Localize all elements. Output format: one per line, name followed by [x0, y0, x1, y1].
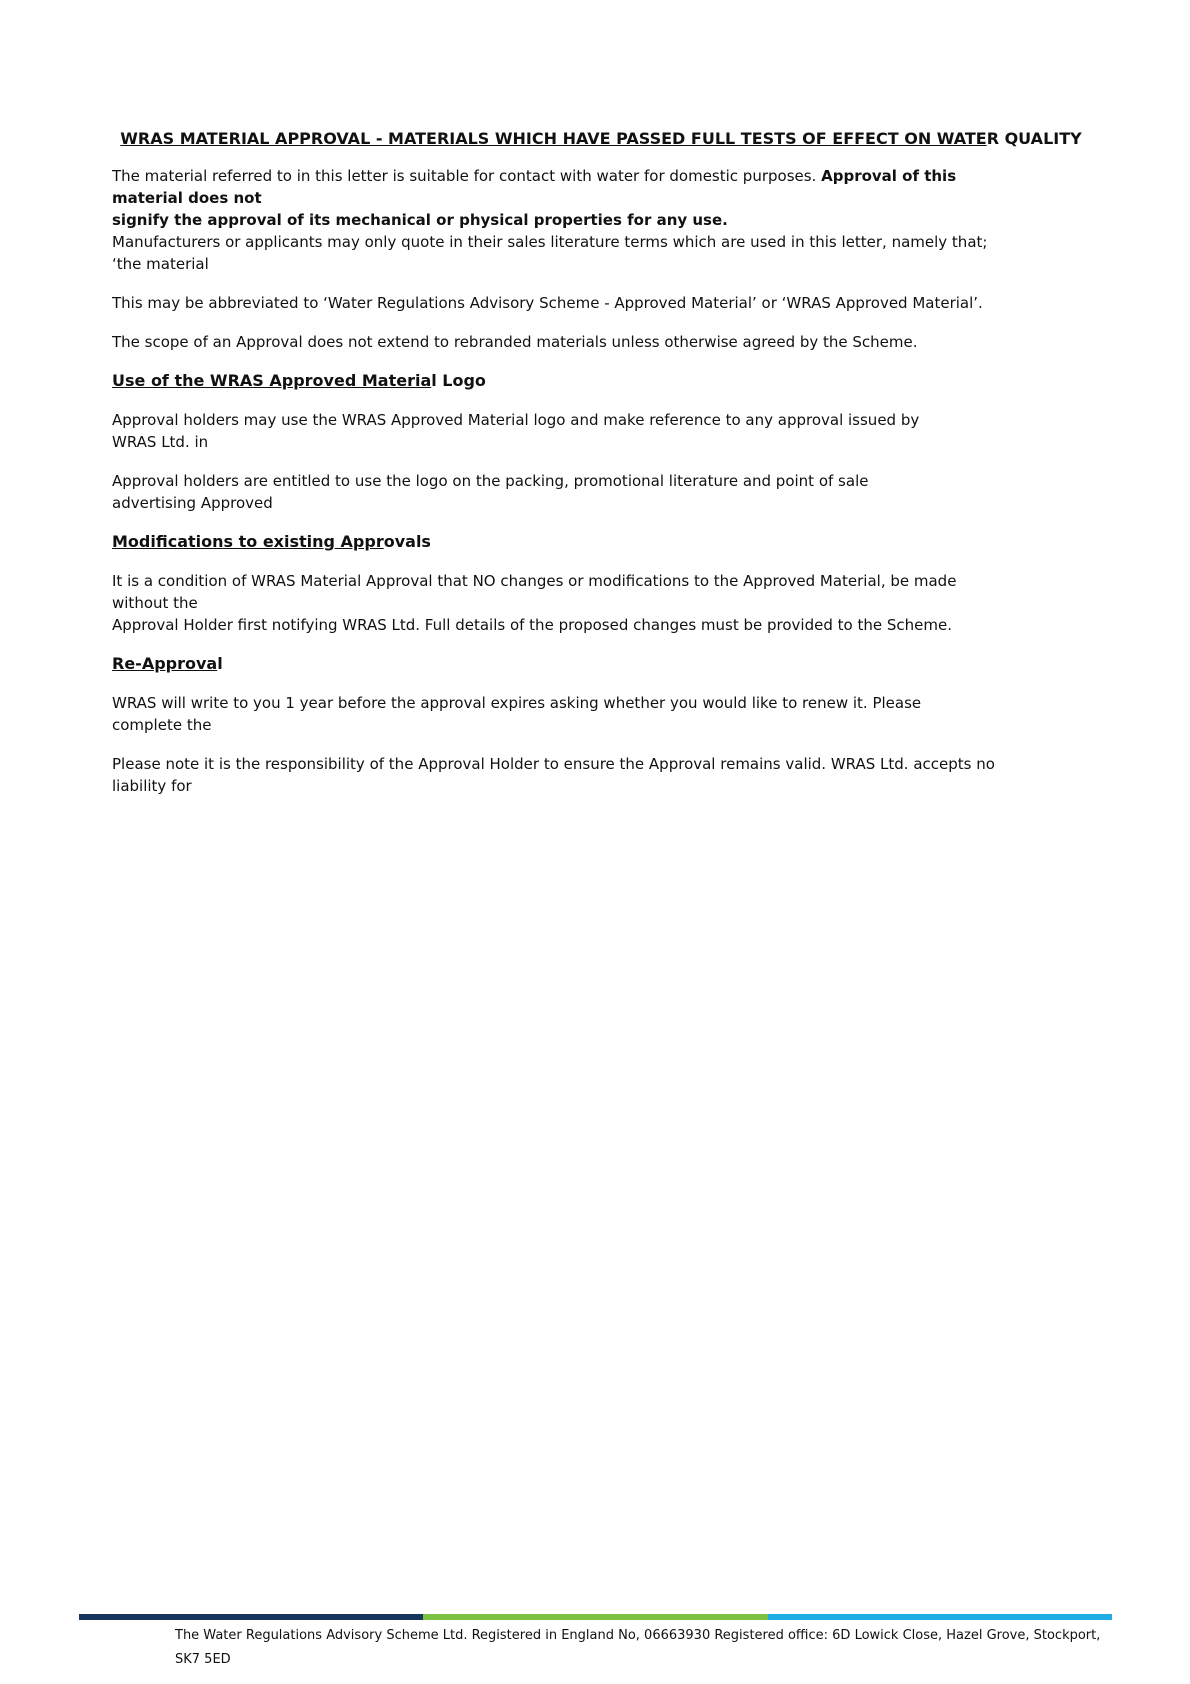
text-line: liability for [112, 777, 192, 795]
heading-reapproval [112, 653, 1090, 675]
page-title [112, 128, 1090, 150]
text-line: material does not [112, 189, 262, 207]
heading-logo-use [112, 370, 1090, 392]
footer-bar-cyan-segment [768, 1614, 1112, 1620]
heading-underlined: Use of the WRAS Approved Materia [112, 371, 432, 390]
heading-rest: l [217, 654, 223, 673]
text-line: without the [112, 594, 198, 612]
heading-underlined: Re-Approva [112, 654, 218, 673]
text-line: It is a condition of WRAS Material Approval that NO changes or modifications to the Approved Material, be made [112, 572, 957, 590]
text-line: Manufacturers or applicants may only quote in their sales literature terms which are used in this letter, namely that; [112, 233, 988, 251]
text-line: advertising Approved [112, 494, 273, 512]
footer-line-1: The Water Regulations Advisory Scheme Ltd. Registered in England No, 06663930 Registered office: 6D Lowick Close, Hazel Grove, Stockport, [175, 1628, 1101, 1643]
paragraph-abbreviation [112, 292, 1090, 314]
text-line: The scope of an Approval does not extend to rebranded materials unless otherwise agreed by the Scheme. [112, 333, 918, 351]
text-line: Approval Holder first notifying WRAS Ltd. Full details of the proposed changes must be provided to the Scheme. [112, 616, 952, 634]
text-line: Approval holders are entitled to use the logo on the packing, promotional literature and point of sale [112, 472, 869, 490]
paragraph-approval-scope [112, 165, 1090, 275]
text-run: The material referred to in this letter is suitable for contact with water for domestic purposes. [112, 167, 822, 185]
text-line: ‘the material [112, 255, 209, 273]
text-line: This may be abbreviated to ‘Water Regulations Advisory Scheme - Approved Material’ or ‘WRAS Approved Material’. [112, 294, 983, 312]
paragraph-logo-entitlement [112, 470, 1090, 514]
text-line: Please note it is the responsibility of the Approval Holder to ensure the Approval remains valid. WRAS Ltd. accepts no [112, 755, 995, 773]
footer-bar-green-segment [423, 1614, 767, 1620]
page-title-rest: R QUALITY [986, 129, 1082, 148]
text-line: Approval holders may use the WRAS Approved Material logo and make reference to any approval issued by [112, 411, 920, 429]
page-title-underlined: WRAS MATERIAL APPROVAL - MATERIALS WHICH HAVE PASSED FULL TESTS OF EFFECT ON WATE [120, 129, 987, 148]
text-line: WRAS will write to you 1 year before the approval expires asking whether you would like to renew it. Please [112, 694, 922, 712]
heading-rest: ovals [383, 532, 431, 551]
footer-registration-info [175, 1628, 1100, 1676]
text-line: complete the [112, 716, 212, 734]
heading-rest: l Logo [431, 371, 486, 390]
text-run-bold: Approval of this [821, 167, 957, 185]
paragraph-renewal [112, 692, 1090, 736]
document-page [0, 0, 1190, 797]
footer-divider-bar [79, 1614, 1112, 1620]
paragraph-rebranded [112, 331, 1090, 353]
paragraph-modifications [112, 570, 1090, 636]
text-line: signify the approval of its mechanical or physical properties for any use. [112, 211, 728, 229]
footer-bar-navy-segment [79, 1614, 423, 1620]
heading-underlined: Modifications to existing Appr [112, 532, 384, 551]
text-line: WRAS Ltd. in [112, 433, 209, 451]
paragraph-logo-usage [112, 409, 1090, 453]
heading-modifications [112, 531, 1090, 553]
paragraph-liability [112, 753, 1090, 797]
footer-line-2: SK7 5ED [175, 1652, 231, 1667]
text-line [112, 165, 1090, 187]
